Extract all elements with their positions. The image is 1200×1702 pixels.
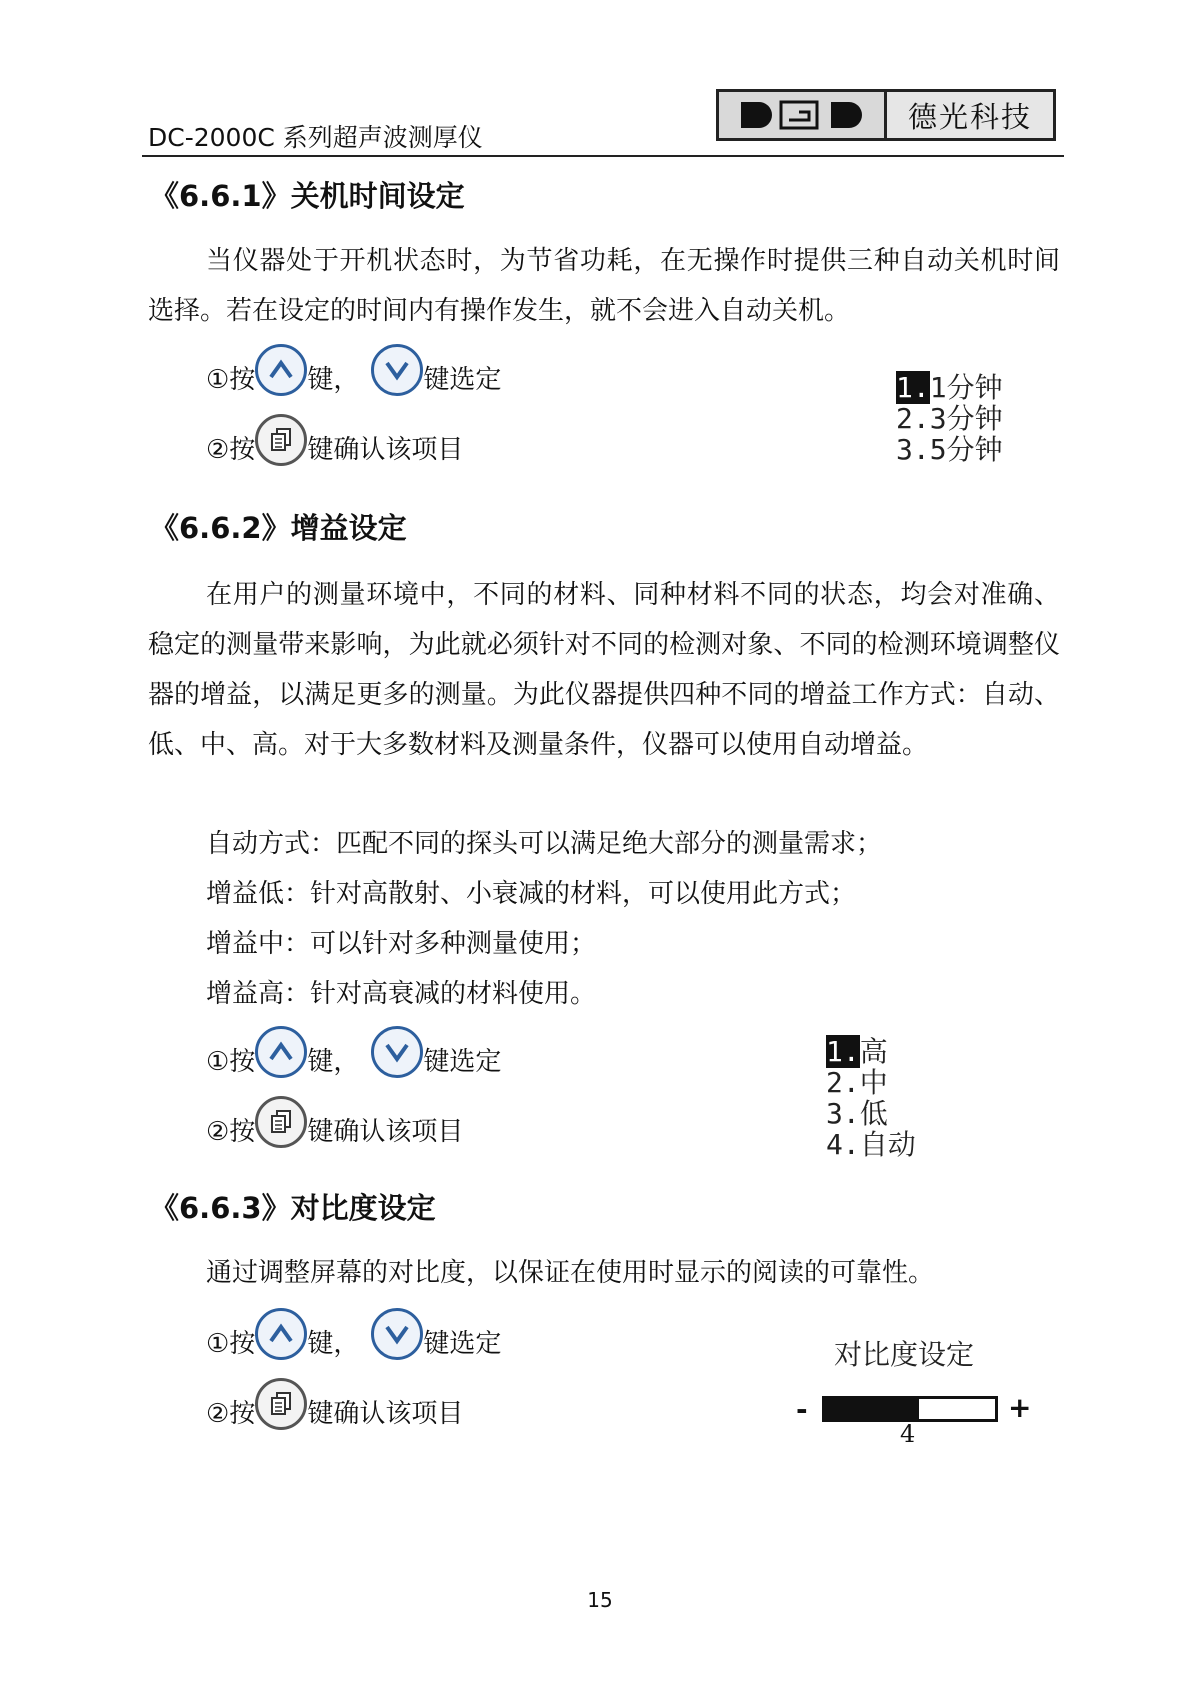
contrast-plus: + bbox=[1008, 1391, 1032, 1424]
section-paragraph-gain: 在用户的测量环境中，不同的材料、同种材料不同的状态，均会对准确、稳定的测量带来影响，为此就必须针对不同的检测对象、不同的检测环境调整仪器的增益，以满足更多的测量。为此仪器提供四种不同的增益工作方式：自动、低、中、高。对于大多数材料及测量条件，仪器可以使用自动增益。 bbox=[148, 580, 1060, 760]
document-title: DC-2000C 系列超声波测厚仪 bbox=[148, 123, 483, 152]
lcd-option-label: 5分钟 bbox=[929, 433, 1003, 466]
lcd-option-number: 3. bbox=[896, 433, 930, 466]
step-confirm-gain bbox=[206, 1088, 463, 1148]
dgd-logo-icon bbox=[719, 92, 881, 138]
lcd-option bbox=[826, 1129, 916, 1160]
logo-mark bbox=[719, 92, 887, 138]
step-suffix: 键选定 bbox=[423, 1329, 502, 1359]
lcd-option bbox=[826, 1067, 916, 1098]
lcd-option-number-selected: 1. bbox=[896, 371, 930, 404]
step-suffix: 键确认该项目 bbox=[307, 1399, 464, 1429]
down-key-icon bbox=[371, 1308, 423, 1360]
contrast-value: 4 bbox=[900, 1420, 916, 1448]
page-number: 15 bbox=[587, 1588, 613, 1612]
contrast-bar bbox=[822, 1396, 998, 1422]
lcd-option-label: 中 bbox=[859, 1066, 888, 1099]
step-select-gain bbox=[206, 1018, 501, 1078]
step-mid: 键， bbox=[307, 1047, 360, 1077]
header-divider bbox=[142, 155, 1064, 157]
down-key-icon bbox=[371, 1026, 423, 1078]
step-suffix: 键选定 bbox=[423, 1047, 502, 1077]
lcd-option-number-selected: 1. bbox=[826, 1035, 860, 1068]
step-prefix: ②按 bbox=[206, 435, 256, 465]
lcd-option bbox=[896, 403, 1003, 434]
lcd-menu-shutdown bbox=[896, 372, 1003, 465]
lcd-option bbox=[826, 1036, 916, 1067]
section-title-gain: 《6.6.2》增益设定 bbox=[150, 511, 407, 545]
lcd-option-number: 4. bbox=[826, 1128, 860, 1161]
gain-mode-high: 增益高：针对高衰减的材料使用。 bbox=[206, 979, 597, 1009]
lcd-option-label: 3分钟 bbox=[929, 402, 1003, 435]
up-key-icon bbox=[255, 1308, 307, 1360]
step-prefix: ②按 bbox=[206, 1117, 256, 1147]
section-title-shutdown: 《6.6.1》关机时间设定 bbox=[150, 179, 465, 213]
step-suffix: 键确认该项目 bbox=[307, 435, 464, 465]
step-select-contrast bbox=[206, 1300, 501, 1360]
step-select-shutdown bbox=[206, 336, 501, 396]
lcd-menu-gain bbox=[826, 1036, 916, 1160]
lcd-option-label: 低 bbox=[859, 1097, 888, 1130]
down-key-icon bbox=[371, 344, 423, 396]
step-prefix: ②按 bbox=[206, 1399, 256, 1429]
up-key-icon bbox=[255, 344, 307, 396]
company-logo bbox=[716, 89, 1056, 141]
contrast-bar-fill bbox=[825, 1399, 919, 1419]
step-confirm-contrast bbox=[206, 1370, 463, 1430]
section-paragraph-shutdown: 当仪器处于开机状态时，为节省功耗，在无操作时提供三种自动关机时间选择。若在设定的时间内有操作发生，就不会进入自动关机。 bbox=[148, 246, 1060, 326]
section-title-contrast: 《6.6.3》对比度设定 bbox=[150, 1191, 436, 1225]
section-paragraph-contrast: 通过调整屏幕的对比度，以保证在使用时显示的阅读的可靠性。 bbox=[206, 1258, 935, 1288]
contrast-title: 对比度设定 bbox=[834, 1338, 975, 1371]
lcd-option-number: 2. bbox=[826, 1066, 860, 1099]
menu-key-icon bbox=[255, 414, 307, 466]
gain-mode-low: 增益低：针对高散射、小衰减的材料，可以使用此方式； bbox=[206, 879, 857, 909]
up-key-icon bbox=[255, 1026, 307, 1078]
lcd-option bbox=[826, 1098, 916, 1129]
step-suffix: 键确认该项目 bbox=[307, 1117, 464, 1147]
step-suffix: 键选定 bbox=[423, 365, 502, 395]
step-prefix: ①按 bbox=[206, 1329, 256, 1359]
logo-name: 德光科技 bbox=[907, 99, 1032, 134]
menu-key-icon bbox=[255, 1096, 307, 1148]
step-confirm-shutdown bbox=[206, 406, 463, 466]
step-prefix: ①按 bbox=[206, 1047, 256, 1077]
lcd-option-label: 自动 bbox=[859, 1128, 916, 1161]
step-mid: 键， bbox=[307, 1329, 360, 1359]
lcd-option bbox=[896, 372, 1003, 403]
lcd-option-label: 1分钟 bbox=[929, 371, 1003, 404]
lcd-option-label: 高 bbox=[859, 1035, 888, 1068]
gain-mode-mid: 增益中：可以针对多种测量使用； bbox=[206, 929, 597, 959]
contrast-minus: - bbox=[796, 1393, 808, 1426]
step-prefix: ①按 bbox=[206, 365, 256, 395]
menu-key-icon bbox=[255, 1378, 307, 1430]
gain-mode-auto: 自动方式：匹配不同的探头可以满足绝大部分的测量需求； bbox=[206, 829, 883, 859]
lcd-option-number: 3. bbox=[826, 1097, 860, 1130]
lcd-option bbox=[896, 434, 1003, 465]
lcd-option-number: 2. bbox=[896, 402, 930, 435]
step-mid: 键， bbox=[307, 365, 360, 395]
